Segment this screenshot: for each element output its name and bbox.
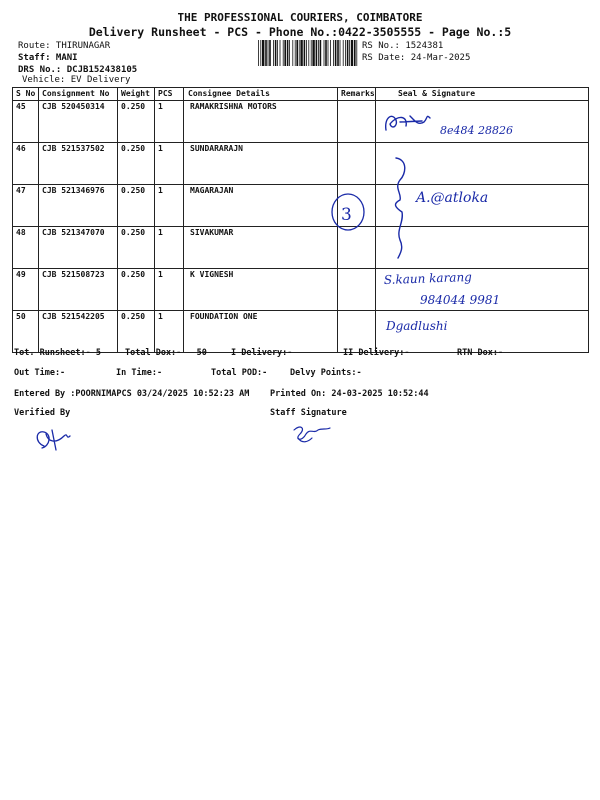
rtn-dox: RTN Dox:- [457,348,504,358]
cell-consignment: CJB 521347070 [39,227,118,269]
rs-number: RS No.: 1524381 [362,41,444,51]
col-pcs-header: PCS [155,88,184,101]
cell-weight: 0.250 [118,101,155,143]
vehicle: Vehicle: EV Delivery [22,75,131,85]
col-weight-header: Weight [118,88,155,101]
cell-consignee: RAMAKRISHNA MOTORS [184,101,338,143]
total-pod: Total POD:- [211,368,268,378]
cell-sno: 50 [13,311,39,353]
table-header-row [13,88,589,101]
col-signature-header: Seal & Signature [376,88,589,101]
company-name: THE PROFESSIONAL COURIERS, COIMBATORE [177,11,423,24]
cell-weight: 0.250 [118,185,155,227]
out-time: Out Time:- [14,368,66,378]
cell-consignment: CJB 521346976 [39,185,118,227]
phone-handwritten-row45: 8e484 28826 [440,124,513,137]
cell-consignment: CJB 521542205 [39,311,118,353]
staff: Staff: MANI [18,53,78,63]
verified-by-signature [30,424,80,454]
cell-consignee: K VIGNESH [184,269,338,311]
entered-by: Entered By :POORNIMAPCS 03/24/2025 10:52:23 AM [14,389,250,399]
handwritten-phone-row49: 984044 9981 [420,293,501,307]
col-consignment-header: Consignment No [39,88,118,101]
handwritten-name-row50: Dgadlushi [386,319,448,333]
verified-by-label: Verified By [14,408,71,418]
total-runsheet: Tot. Runsheet:- 5 [14,348,101,358]
cell-consignment: CJB 521537502 [39,143,118,185]
cell-sno: 46 [13,143,39,185]
signature-row45 [378,108,513,140]
cell-sno: 49 [13,269,39,311]
cell-sno: 48 [13,227,39,269]
signature-row50 [384,310,474,340]
total-dox: Total Dox:- 50 [125,348,207,358]
cell-sno: 47 [13,185,39,227]
cell-consignee: SUNDARARAJN [184,143,338,185]
i-delivery: I Delivery:- [231,348,293,358]
cell-sno: 45 [13,101,39,143]
cell-consignee: FOUNDATION ONE [184,311,338,353]
barcode-image [258,40,358,66]
cell-pcs: 1 [155,269,184,311]
cell-consignment: CJB 520450314 [39,101,118,143]
cell-remarks [338,311,376,353]
printed-on: Printed On: 24-03-2025 10:52:44 [270,389,429,399]
cell-weight: 0.250 [118,227,155,269]
cell-weight: 0.250 [118,143,155,185]
col-sno-header: S No [13,88,39,101]
cell-consignee: SIVAKUMAR [184,227,338,269]
handwritten-name-row49: S.kaun karang [383,269,473,287]
in-time: In Time:- [116,368,163,378]
cell-weight: 0.250 [118,269,155,311]
signature-name-row47: A.@atloka [416,190,489,206]
table-row [13,311,589,353]
rs-date: RS Date: 24-Mar-2025 [362,53,471,63]
cell-consignee: MAGARAJAN [184,185,338,227]
cell-pcs: 1 [155,101,184,143]
signature-row49 [380,266,590,310]
signature-rows46-48 [330,150,570,260]
cell-consignment: CJB 521508723 [39,269,118,311]
cell-pcs: 1 [155,143,184,185]
cell-pcs: 1 [155,185,184,227]
route: Route: THIRUNAGAR [18,41,111,51]
cell-weight: 0.250 [118,311,155,353]
cell-pcs: 1 [155,311,184,353]
handwritten-mark-row47: 3 [341,205,352,225]
cell-pcs: 1 [155,227,184,269]
col-remarks-header: Remarks [338,88,376,101]
col-consignee-header: Consignee Details [184,88,338,101]
ii-delivery: II Delivery:- [343,348,410,358]
drs-number: DRS No.: DCJB152438105 [18,65,138,75]
cell-remarks [338,101,376,143]
runsheet-title: Delivery Runsheet - PCS - Phone No.:0422-3505555 - Page No.:5 [88,25,512,39]
cell-remarks [338,269,376,311]
staff-signature-label: Staff Signature [270,408,347,418]
staff-signature-ink [288,420,338,450]
delivery-points: Delvy Points:- [290,368,362,378]
